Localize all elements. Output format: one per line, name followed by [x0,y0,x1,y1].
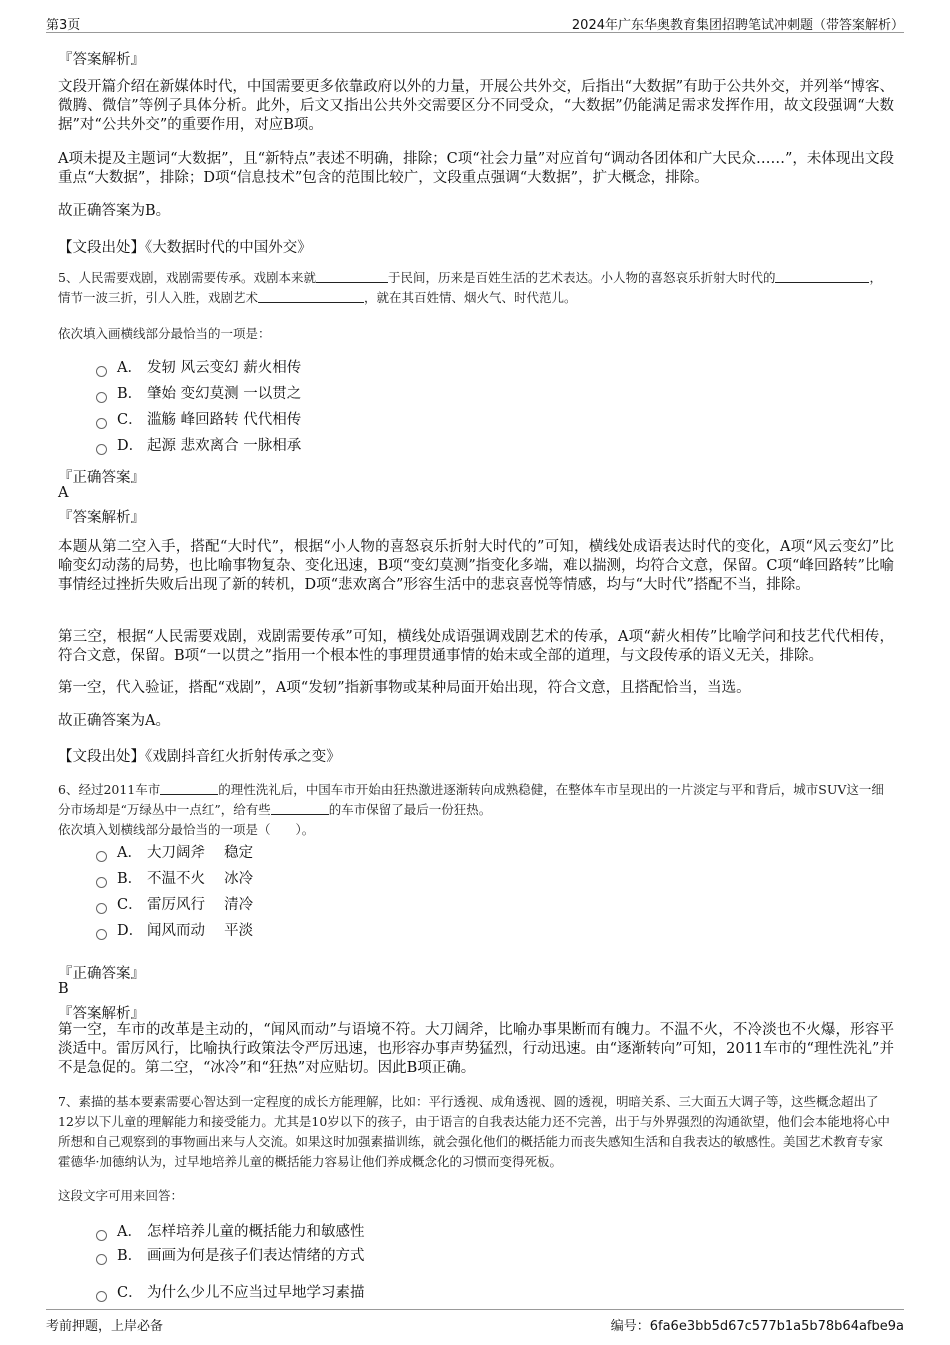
radio-icon[interactable] [96,1254,107,1265]
q6-prompt: 依次填入划横线部分最恰当的一项是（ ）。 [58,822,315,837]
q6-analysis-p1: 第一空，车市的改革是主动的，“闻风而动”与语境不符。大刀阔斧，比喻办事果断而有魄力。不温不火，不冷淡也不火爆，形容平淡适中。雷厉风行，比喻执行政策法令严厉迅速，也形容办事声势猛烈，行动迅速。由“逐渐转向”可知，2011车市的“理性洗礼”并不是急促的。第二空，“冰冷”和“狂热”对应贴切。因此B项正确。 [58,1022,894,1076]
q5-analysis-p3: 第一空，代入验证，搭配“戏剧”，A项“发轫”指新事物或某种局面开始出现，符合文意，且搭配恰当，当选。 [58,680,751,696]
q6-question: 6、经过2011车市 的理性洗礼后，中国车市开始由狂热激进逐渐转向成熟稳健，在整体车市呈现出的一片淡定与平和背后，城市SUV这一细分市场却是“万绿丛中一点红”，给有些 的车市保留了最后一份狂热。 [58,782,884,817]
document-title: 2024年广东华奥教育集团招聘笔试冲刺题（带答案解析） [571,18,904,33]
q5-question: 5、人民需要戏剧，戏剧需要传承。戏剧本来就 于民间，历来是百姓生活的艺术表达。小人物的喜怒哀乐折射大时代的 ，情节一波三折，引人入胜，戏剧艺术 ，就在其百姓情、烟火气、时代范儿。 [58,270,882,305]
q6-correct-tag: 『正确答案』 [58,966,145,982]
q5-blank-3 [258,290,364,303]
q5-correct-tag: 『正确答案』 [58,470,145,486]
q5-blank-2 [775,270,837,283]
q7-option-b[interactable]: B． 画画为何是孩子们表达情绪的方式 [96,1246,365,1266]
page-footer [46,1309,904,1334]
q5-option-d[interactable]: D． 起源 悲欢离合 一脉相承 [96,436,301,456]
radio-icon[interactable] [96,1230,107,1241]
q5-source: 【文段出处】《戏剧抖音红火折射传承之变》 [58,749,341,765]
radio-icon[interactable] [96,392,107,403]
q4-analysis-p1: 文段开篇介绍在新媒体时代，中国需要更多依靠政府以外的力量，开展公共外交，后指出“大数据”有助于公共外交，并列举“博客、微腾、微信”等例子具体分析。此外，后文又指出公共外交需要区分不同受众，“大数据”仍能满足需求发挥作用，故文段强调“大数据”对“公共外交”的重要作用，对应B项。 [58,79,894,133]
radio-icon[interactable] [96,929,107,940]
q6-option-a[interactable]: A． 大刀阔斧 稳定 [96,843,253,863]
radio-icon[interactable] [96,877,107,888]
q6-option-c[interactable]: C． 雷厉风行 清冷 [96,895,253,915]
q5-answer-line: 故正确答案为A。 [58,713,170,729]
q6-blank-1 [160,782,218,795]
q6-blank-2 [271,802,329,815]
q5-option-c[interactable]: C． 滥觞 峰回路转 代代相传 [96,410,301,430]
radio-icon[interactable] [96,903,107,914]
q6-answer: B [58,981,69,997]
q7-option-c[interactable]: C． 为什么少儿不应当过早地学习素描 [96,1283,365,1303]
radio-icon[interactable] [96,851,107,862]
q7-prompt: 这段文字可用来回答： [58,1188,184,1203]
q4-analysis-tag: 『答案解析』 [58,52,145,68]
radio-icon[interactable] [96,418,107,429]
q4-analysis-p2: A项未提及主题词“大数据”，且“新特点”表述不明确，排除；C项“社会力量”对应首句“调动各团体和广大民众……”，未体现出文段重点“大数据”，排除；D项“信息技术”包含的范围比较广，文段重点强调“大数据”，扩大概念，排除。 [58,151,894,186]
q6-option-d[interactable]: D． 闻风而动 平淡 [96,921,253,941]
q7-option-a[interactable]: A． 怎样培养儿童的概括能力和敏感性 [96,1222,365,1242]
q5-analysis-p2: 第三空，根据“人民需要戏剧，戏剧需要传承”可知，横线处成语强调戏剧艺术的传承，A项“薪火相传”比喻学问和技艺代代相传，符合文意，保留。B项“一以贯之”指用一个根本性的事理贯通事情的始末或全部的道理，与文段传承的语义无关，排除。 [58,629,894,664]
radio-icon[interactable] [96,444,107,455]
page-number: 第3页 [46,18,81,33]
q5-option-a[interactable]: A． 发轫 风云变幻 薪火相传 [96,358,301,378]
q5-option-b[interactable]: B． 肇始 变幻莫测 一以贯之 [96,384,301,404]
q6-analysis-tag: 『答案解析』 [58,1006,145,1022]
q5-blank-1 [316,270,388,283]
q4-answer-line: 故正确答案为B。 [58,203,171,219]
q5-prompt: 依次填入画横线部分最恰当的一项是： [58,326,271,341]
footer-slogan: 考前押题，上岸必备 [46,1319,164,1334]
page-header [46,12,904,33]
q7-question: 7、素描的基本要素需要心智达到一定程度的成长方能理解，比如：平行透视、成角透视、圆的透视，明暗关系、三大面五大调子等，这些概念超出了12岁以下儿童的理解能力和接受能力。尤其是10岁以下的孩子，由于语言的自我表达能力还不完善，出于与外界强烈的沟通欲望，他们会本能地将心中所想和自己观察到的事物画出来与人交流。如果这时加强素描训练，就会强化他们的概括能力而丧失感知生活和自我表达的敏感性。美国艺术教育专家霍德华·加德纳认为，过早地培养儿童的概括能力容易让他们养成概念化的习惯而变得死板。 [58,1094,890,1169]
radio-icon[interactable] [96,366,107,377]
q5-analysis-tag: 『答案解析』 [58,510,145,526]
q6-option-b[interactable]: B． 不温不火 冰冷 [96,869,253,889]
radio-icon[interactable] [96,1291,107,1302]
q5-analysis-p1: 本题从第二空入手，搭配“大时代”，根据“小人物的喜怒哀乐折射大时代的”可知，横线处成语表达时代的变化，A项“风云变幻”比喻变幻动荡的局势，也比喻事物复杂、变化迅速，B项“变幻莫测”指变化多端，难以揣测，均符合文意，保留。C项“峰回路转”比喻事情经过挫折失败后出现了新的转机，D项“悲欢离合”形容生活中的悲哀喜悦等情感，均与“大时代”搭配不当，排除。 [58,539,894,593]
document-id: 编号：6fa6e3bb5d67c577b1a5b78b64afbe9a [610,1319,904,1334]
q5-answer: A [58,485,69,501]
q4-source: 【文段出处】《大数据时代的中国外交》 [58,240,312,256]
